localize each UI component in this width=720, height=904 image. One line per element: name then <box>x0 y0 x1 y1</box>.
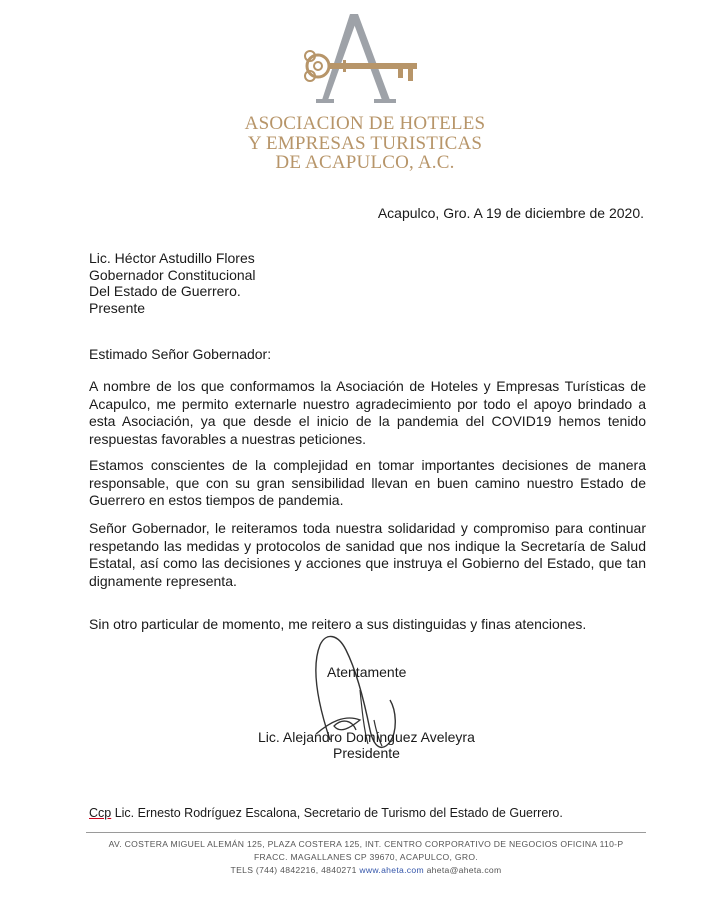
signer-name: Lic. Alejandro Domínguez Aveleyra <box>258 729 475 745</box>
footer-phones: TELS (744) 4842216, 4840271 <box>230 865 360 875</box>
body-paragraph: Estamos conscientes de la complejidad en tomar importantes decisiones de manera responsable, que con su gran sensibilidad llevan en buen camino nuestro Estado de Guerrero en estos tiempos de pandemia. <box>89 457 646 508</box>
org-name <box>230 114 500 173</box>
addressee-block <box>89 250 256 316</box>
ccp-text: Lic. Ernesto Rodríguez Escalona, Secretario de Turismo del Estado de Guerrero. <box>111 806 563 820</box>
addressee-line: Gobernador Constitucional <box>89 266 256 283</box>
footer-address-line: AV. COSTERA MIGUEL ALEMÁN 125, PLAZA COSTERA 125, INT. CENTRO CORPORATIVO DE NEGOCIOS OFICINA 110-P <box>108 839 624 849</box>
org-name-line: Y EMPRESAS TURISTICAS <box>247 132 483 154</box>
signer-title: Presidente <box>333 745 400 761</box>
footer <box>86 838 646 877</box>
footer-divider <box>86 832 646 833</box>
addressee-line: Presente <box>89 299 146 316</box>
footer-contact-line <box>86 864 646 877</box>
addressee-line: Lic. Héctor Astudillo Flores <box>89 250 255 266</box>
closing-line: Sin otro particular de momento, me reitero a sus distinguidas y finas atenciones. <box>89 616 587 632</box>
footer-address-line: FRACC. MAGALLANES CP 39670, ACAPULCO, GRO. <box>253 852 478 862</box>
org-name-line: ASOCIACION DE HOTELES <box>244 113 486 134</box>
letter-date: Acapulco, Gro. A 19 de diciembre de 2020. <box>377 205 644 221</box>
org-name-line: DE ACAPULCO, A.C. <box>275 152 455 173</box>
footer-email[interactable]: aheta@aheta.com <box>423 865 502 875</box>
body-paragraph: Señor Gobernador, le reiteramos toda nuestra solidaridad y compromiso para continuar respetando las medidas y protocolos de sanidad que nos indique la Secretaría de Salud Estatal, así como las decisiones y acciones que instruya el Gobierno del Estado, que tan dignamente representa. <box>89 520 646 589</box>
ccp-line <box>89 806 563 820</box>
footer-website-link[interactable]: www.aheta.com <box>359 865 424 875</box>
regards: Atentamente <box>327 664 407 680</box>
addressee-line: Del Estado de Guerrero. <box>89 283 241 299</box>
greeting: Estimado Señor Gobernador: <box>89 346 272 362</box>
letter-a-with-key-icon <box>298 8 428 118</box>
ccp-label: Ccp <box>89 806 112 820</box>
body-paragraph: A nombre de los que conformamos la Asociación de Hoteles y Empresas Turísticas de Acapulco, me permito externarle nuestro agradecimiento por todo el apoyo brindado a esta Asociación, ya que desde el inicio de la pandemia del COVID19 hemos tenido respuestas favorables a nuestras peticiones. <box>89 378 646 447</box>
